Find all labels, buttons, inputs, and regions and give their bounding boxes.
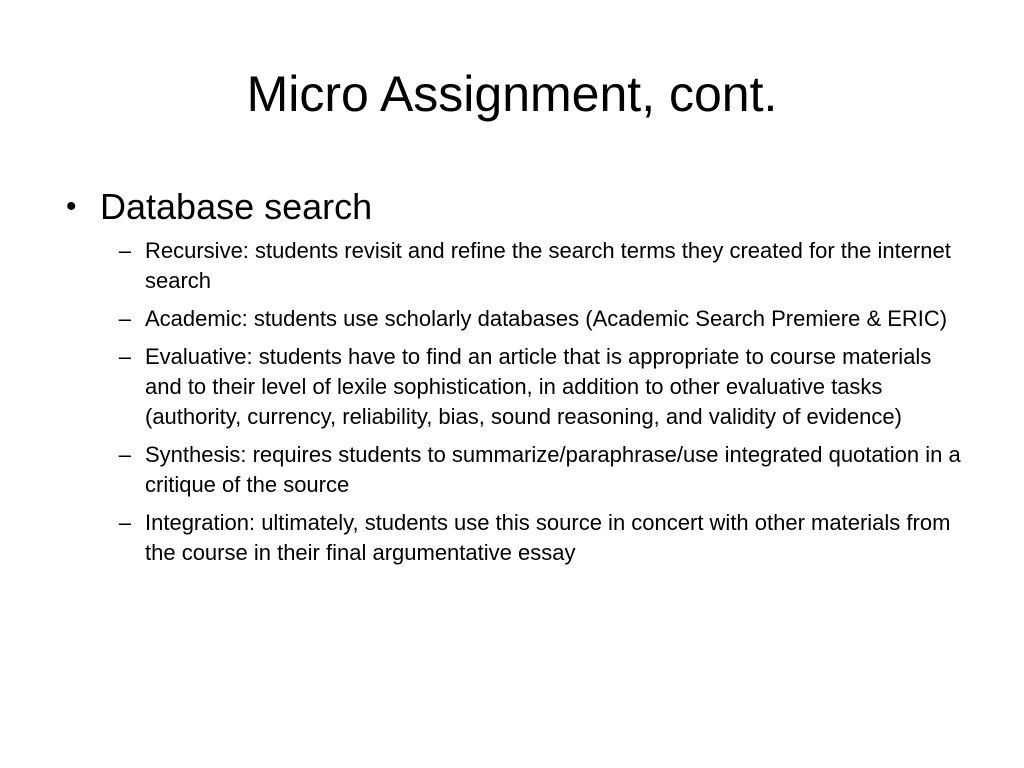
sub-item-text: Integration: ultimately, students use this source in concert with other materials from the course in their final argumentative essay: [145, 510, 951, 565]
sub-item-academic: [60, 304, 970, 334]
sub-item-marker: –: [118, 306, 131, 331]
sub-item-text: Evaluative: students have to find an article that is appropriate to course materials and to their level of lexile sophistication, in addition to other evaluative tasks (authority, currency, reliability, bias, sound reasoning, and validity of evidence): [145, 344, 932, 429]
sub-item-marker: –: [118, 344, 131, 369]
sub-item-text: Academic: students use scholarly databases (Academic Search Premiere & ERIC): [145, 306, 948, 331]
sub-item-recursive: [60, 236, 970, 296]
bullet-item: [60, 182, 970, 232]
sub-item-text: Synthesis: requires students to summarize/paraphrase/use integrated quotation in a critique of the source: [145, 442, 961, 497]
slide-content: [60, 182, 970, 576]
sub-item-text: Recursive: students revisit and refine the search terms they created for the internet search: [145, 238, 951, 293]
sub-item-evaluative: [60, 342, 970, 432]
bullet-marker: •: [66, 190, 77, 223]
sub-item-marker: –: [118, 238, 131, 263]
sub-list: [60, 236, 970, 568]
sub-item-synthesis: [60, 440, 970, 500]
bullet-text: Database search: [100, 186, 373, 227]
sub-item-marker: –: [118, 510, 131, 535]
sub-item-integration: [60, 508, 970, 568]
slide-title: Micro Assignment, cont.: [246, 66, 778, 122]
sub-item-marker: –: [118, 442, 131, 467]
